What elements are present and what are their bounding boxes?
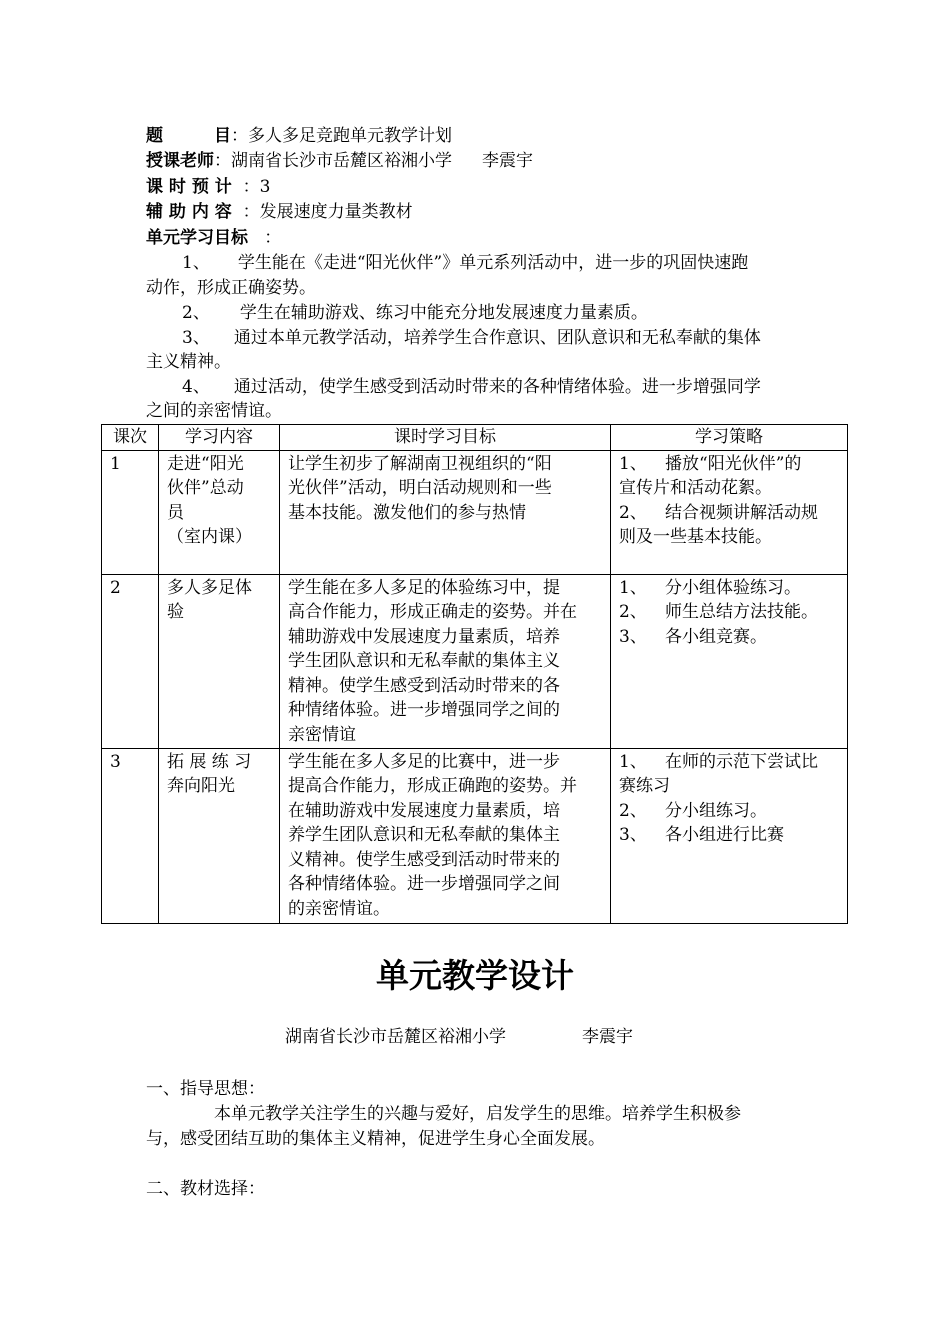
lesson-content: 走进“阳光 伙伴”总动 员 （室内课）	[159, 450, 280, 574]
lesson-number: 3	[102, 748, 159, 923]
lesson-number: 2	[102, 574, 159, 748]
topic-label: 题 目	[146, 126, 231, 146]
table-row	[102, 748, 848, 923]
section1-line2: 与，感受团结互助的集体主义精神，促进学生身心全面发展。	[146, 1129, 605, 1149]
design-byline	[285, 1025, 633, 1049]
teacher-label: 授课老师	[146, 151, 214, 171]
header-goal: 课时学习目标	[280, 425, 611, 451]
design-title: 单元教学设计	[376, 956, 574, 995]
lesson-goal: 学生能在多人多足的比赛中，进一步 提高合作能力，形成正确跑的姿势。并 在辅助游戏中发展速度力量素质，培 养学生团队意识和无私奉献的集体主 义精神。使学生感受到活动时带来的 各种情绪体验。进一步增强同学之间 的亲密情谊。	[280, 748, 611, 923]
header-lesson: 课次	[102, 425, 159, 451]
lesson-goal: 学生能在多人多足的体验练习中，提 高合作能力，形成正确走的姿势。并在 辅助游戏中发展速度力量素质，培养 学生团队意识和无私奉献的集体主义 精神。使学生感受到活动时带来的各 种情绪体验。进一步增强同学之间的 亲密情谊	[280, 574, 611, 748]
aux-label: 辅 助 内 容	[146, 202, 232, 222]
table-row	[102, 574, 848, 748]
goals-label: 单元学习目标	[146, 228, 248, 248]
header-content: 学习内容	[159, 425, 280, 451]
header-strategy: 学习策略	[611, 425, 848, 451]
lesson-strategy: 1、 播放“阳光伙伴”的 宣传片和活动花絮。 2、 结合视频讲解活动规 则及一些基本技能。	[611, 450, 848, 574]
lesson-strategy: 1、 分小组体验练习。 2、 师生总结方法技能。 3、 各小组竞赛。	[611, 574, 848, 748]
hours-line: 课 时 预 计 ：3	[146, 177, 271, 197]
goal-3-line2: 主义精神。	[146, 352, 231, 372]
hours-value: 3	[259, 177, 271, 197]
hours-label: 课 时 预 计	[146, 177, 232, 197]
goal-2-line1: 2、 学生在辅助游戏、练习中能充分地发展速度力量素质。	[182, 303, 648, 323]
lesson-content: 多人多足体 验	[159, 574, 280, 748]
section2-heading: 二、教材选择：	[146, 1179, 265, 1199]
lesson-strategy: 1、 在师的示范下尝试比 赛练习 2、 分小组练习。 3、 各小组进行比赛	[611, 748, 848, 923]
lesson-number: 1	[102, 450, 159, 574]
table-row	[102, 450, 848, 574]
topic-value: 多人多足竞跑单元教学计划	[248, 126, 452, 146]
goal-1-line1: 1、 学生能在《走进“阳光伙伴”》单元系列活动中，进一步的巩固快速跑	[182, 253, 749, 273]
goals-heading: 单元学习目标 ：	[146, 228, 282, 248]
aux-line: 辅 助 内 容 ：发展速度力量类教材	[146, 202, 413, 222]
goal-3-line1: 3、 通过本单元教学活动，培养学生合作意识、团队意识和无私奉献的集体	[182, 328, 761, 348]
teacher-line: 授课老师：湖南省长沙市岳麓区裕湘小学 李震宇	[146, 151, 533, 171]
table-header-row	[102, 425, 848, 451]
topic-line: 题 目：多人多足竞跑单元教学计划	[146, 126, 452, 146]
section1-line1: 本单元教学关注学生的兴趣与爱好，启发学生的思维。培养学生积极参	[214, 1104, 741, 1124]
design-school: 湖南省长沙市岳麓区裕湘小学	[285, 1027, 506, 1047]
goal-4-line2: 之间的亲密情谊。	[146, 401, 282, 421]
aux-value: 发展速度力量类教材	[259, 202, 413, 222]
goal-4-line1: 4、 通过活动，使学生感受到活动时带来的各种情绪体验。进一步增强同学	[182, 377, 761, 397]
section1-heading: 一、指导思想：	[146, 1079, 265, 1099]
teacher-name: 李震宇	[482, 151, 533, 171]
lesson-content: 拓 展 练 习 奔向阳光	[159, 748, 280, 923]
lesson-goal: 让学生初步了解湖南卫视组织的“阳 光伙伴”活动，明白活动规则和一些 基本技能。激发他们的参与热情	[280, 450, 611, 574]
lesson-plan-table	[101, 424, 848, 924]
goal-1-line2: 动作，形成正确姿势。	[146, 278, 316, 298]
design-author: 李震宇	[582, 1027, 633, 1047]
teacher-school: 湖南省长沙市岳麓区裕湘小学	[231, 151, 452, 171]
